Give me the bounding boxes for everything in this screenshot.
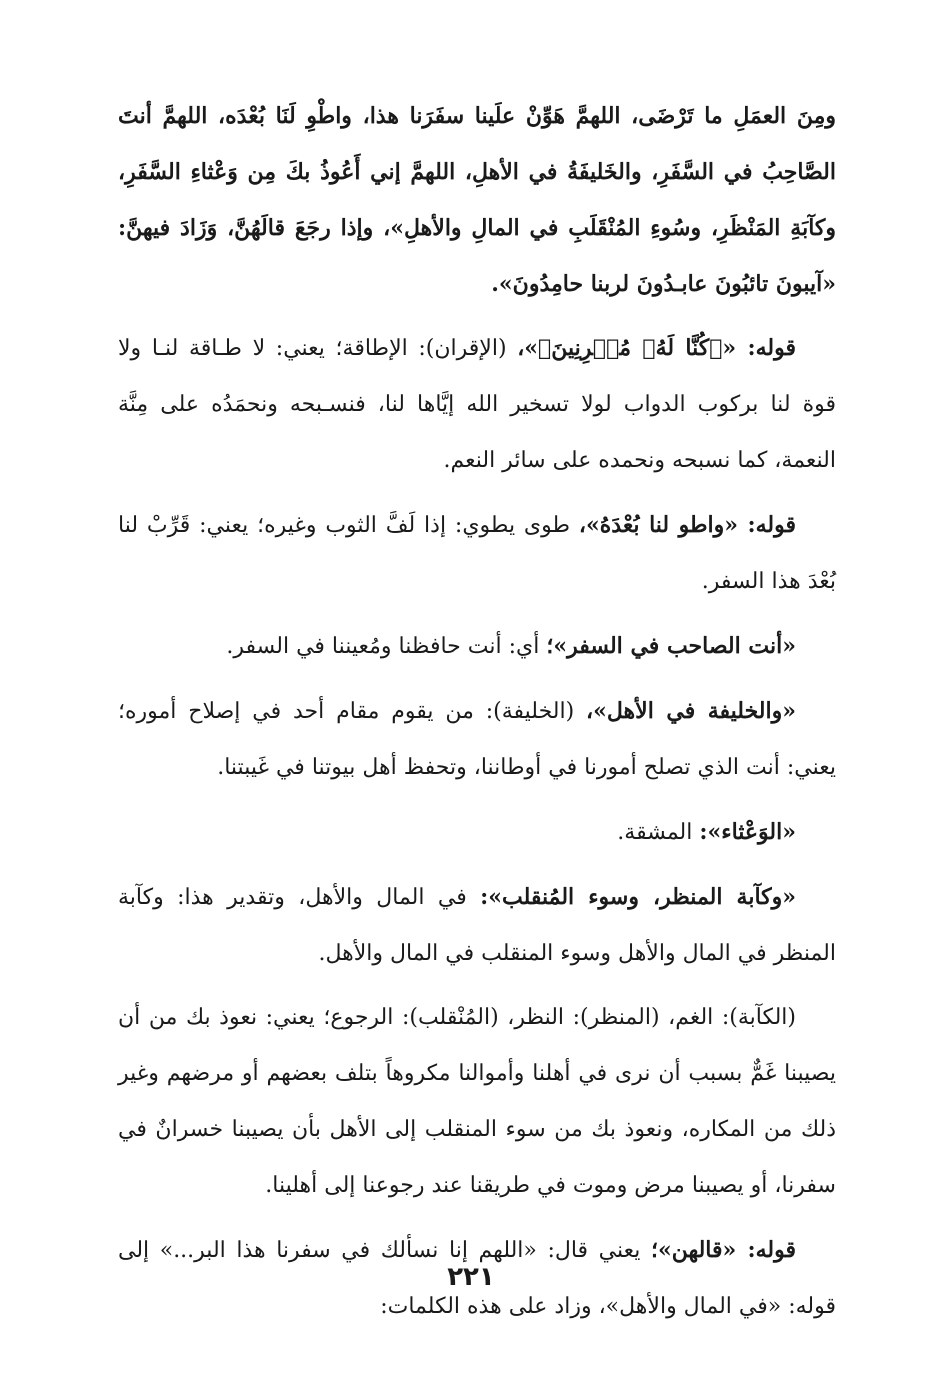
- commentary-text: (الخليفة): من يقوم مقام أحد في إصلاح أموره؛ يعني: أنت الذي تصلح أمورنا في أوطاننا، وتحفظ أهل بيوتنا في غَيبتنا.: [118, 699, 836, 780]
- hadith-text-paragraph: ومِنَ العمَلِ ما تَرْضَى، اللهمَّ هَوِّنْ علَينا سفَرَنا هذا، واطْوِ لَنَا بُعْدَه، اللهمَّ أنتَ الصَّاحِبُ في السَّفَرِ، والخَليفَةُ في الأهلِ، اللهمَّ إني أَعُوذُ بكَ مِن وَعْثاءِ السَّفَرِ، وكآبَةِ المَنْظَرِ، وسُوءِ المُنْقَلَبِ في المالِ والأهلِ»، وإذا رجَعَ قالَهُنَّ، وَزَادَ فيهنَّ: «آيبونَ تائبُونَ عابـدُونَ لربنا حامِدُونَ».: [118, 103, 836, 297]
- commentary-text: أي: أنت حافظنا ومُعيننا في السفر.: [226, 634, 547, 659]
- quran-verse-label: قوله: «﴿كُنَّا لَهُۥ مُقۡرِنِينَ﴾»،: [517, 335, 796, 361]
- commentary-khalifa: [118, 683, 836, 796]
- commentary-heading: «أنت الصاحب في السفر»؛: [546, 633, 796, 659]
- commentary-wathaa: [118, 804, 836, 861]
- commentary-text: طوى يطوي: إذا لَفَّ الثوب وغيره؛ يعني: قَرِّبْ لنا بُعْدَ هذا السفر.: [118, 513, 836, 594]
- commentary-text: المشقة.: [617, 820, 700, 845]
- commentary-heading: «والخليفة في الأهل»،: [586, 698, 796, 724]
- commentary-text: في المال والأهل، وتقدير هذا: وكآبة المنظر في المال والأهل وسوء المنقلب في المال والأهل.: [118, 885, 836, 966]
- commentary-text: (الإقران): الإطاقة؛ يعني: لا طـاقة لنـا ولا قوة لنا بركوب الدواب لولا تسخير الله إيَّاها لنا، فنسـبحه ونحمَدُه على مِنَّة النعمة، كما نسبحه ونحمده على سائر النعم.: [118, 336, 836, 473]
- page-body: [118, 88, 836, 1343]
- commentary-quran-verse: [118, 320, 836, 489]
- page-number: ٢٢١: [447, 1262, 495, 1292]
- commentary-heading: قوله: «قالهن»؛: [650, 1237, 797, 1263]
- commentary-definitions: (الكآبة): الغم، (المنظر): النظر، (المُنْقلب): الرجوع؛ يعني: نعوذ بك من أن يصيبنا غَمٌّ بسبب أن نرى في أهلنا وأموالنا مكروهاً بتلف بعضهم أو مرضهم وغير ذلك من المكاره، ونعوذ بك من سوء المنقلب إلى الأهل بأن يصيبنا خسرانٌ في سفرنا، أو يصيبنا مرض وموت في طريقنا عند رجوعنا إلى أهلينا.: [118, 1005, 836, 1198]
- commentary-heading: «الوَعْثاء»:: [699, 819, 796, 845]
- commentary-sahib: [118, 618, 836, 675]
- commentary-heading: «وكآبة المنظر، وسوء المُنقلب»:: [480, 884, 796, 910]
- commentary-text: يعني قال: «اللهم إنا نسألك في سفرنا هذا البر...» إلى قوله: «في المال والأهل»، وزاد على هذه الكلمات:: [118, 1238, 836, 1319]
- commentary-wa-tu: [118, 497, 836, 610]
- commentary-heading: قوله: «واطو لنا بُعْدَهُ»،: [578, 512, 796, 538]
- commentary-kaaba: [118, 869, 836, 982]
